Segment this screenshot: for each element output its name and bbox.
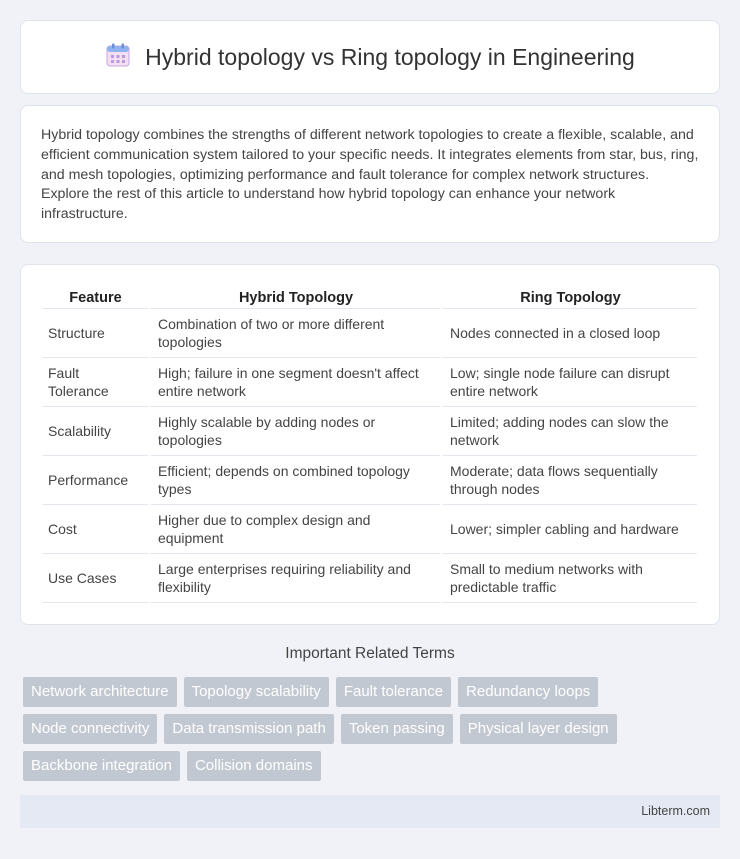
related-term-tag[interactable]: Fault tolerance [336, 677, 451, 707]
related-term-tag[interactable]: Data transmission path [164, 714, 333, 744]
calendar-icon [105, 42, 131, 73]
row-ring: Limited; adding nodes can slow the network [440, 407, 697, 456]
row-ring: Nodes connected in a closed loop [440, 309, 697, 358]
row-hybrid: Combination of two or more different topologies [148, 309, 440, 358]
header-card [20, 20, 720, 94]
related-term-tag[interactable]: Topology scalability [184, 677, 329, 707]
row-ring: Small to medium networks with predictable traffic [440, 554, 697, 603]
row-hybrid: Highly scalable by adding nodes or topologies [148, 407, 440, 456]
table-row [43, 407, 697, 456]
related-terms-title: Important Related Terms [285, 645, 455, 662]
row-feature: Scalability [43, 407, 148, 456]
table-row [43, 554, 697, 603]
header-feature: Feature [43, 283, 148, 309]
page-title: Hybrid topology vs Ring topology in Engineering [145, 43, 635, 70]
table-row [43, 505, 697, 554]
row-hybrid: High; failure in one segment doesn't affect entire network [148, 358, 440, 407]
related-term-tag[interactable]: Token passing [341, 714, 453, 744]
related-term-tag[interactable]: Backbone integration [23, 751, 180, 781]
row-ring: Moderate; data flows sequentially through nodes [440, 456, 697, 505]
table-row [43, 358, 697, 407]
footer [20, 795, 720, 828]
row-feature: Use Cases [43, 554, 148, 603]
row-feature: Performance [43, 456, 148, 505]
intro-text: Hybrid topology combines the strengths of different network topologies to create a flexible, scalable, and efficient communication system tailored to your specific needs. It integrates elements from star, bus, ring, and mesh topologies, optimizing performance and fault tolerance for complex network structures. Explore the rest of this article to understand how hybrid topology can enhance your network infrastructure. [41, 127, 699, 223]
comparison-table [43, 283, 697, 603]
related-term-tag[interactable]: Physical layer design [460, 714, 617, 744]
row-hybrid: Large enterprises requiring reliability and flexibility [148, 554, 440, 603]
related-term-tag[interactable]: Redundancy loops [458, 677, 598, 707]
table-row [43, 309, 697, 358]
table-header-row [43, 283, 697, 309]
row-feature: Cost [43, 505, 148, 554]
row-feature: Structure [43, 309, 148, 358]
table-row [43, 456, 697, 505]
row-hybrid: Higher due to complex design and equipment [148, 505, 440, 554]
header-ring: Ring Topology [440, 283, 697, 309]
row-hybrid: Efficient; depends on combined topology types [148, 456, 440, 505]
intro-card [20, 105, 720, 243]
row-ring: Lower; simpler cabling and hardware [440, 505, 697, 554]
comparison-card [20, 264, 720, 625]
related-term-tag[interactable]: Node connectivity [23, 714, 157, 744]
related-term-tag[interactable]: Collision domains [187, 751, 321, 781]
related-term-tag[interactable]: Network architecture [23, 677, 177, 707]
header-hybrid: Hybrid Topology [148, 283, 440, 309]
related-terms-list [23, 677, 723, 781]
footer-site-link[interactable]: Libterm.com [641, 804, 710, 818]
row-ring: Low; single node failure can disrupt entire network [440, 358, 697, 407]
row-feature: Fault Tolerance [43, 358, 148, 407]
